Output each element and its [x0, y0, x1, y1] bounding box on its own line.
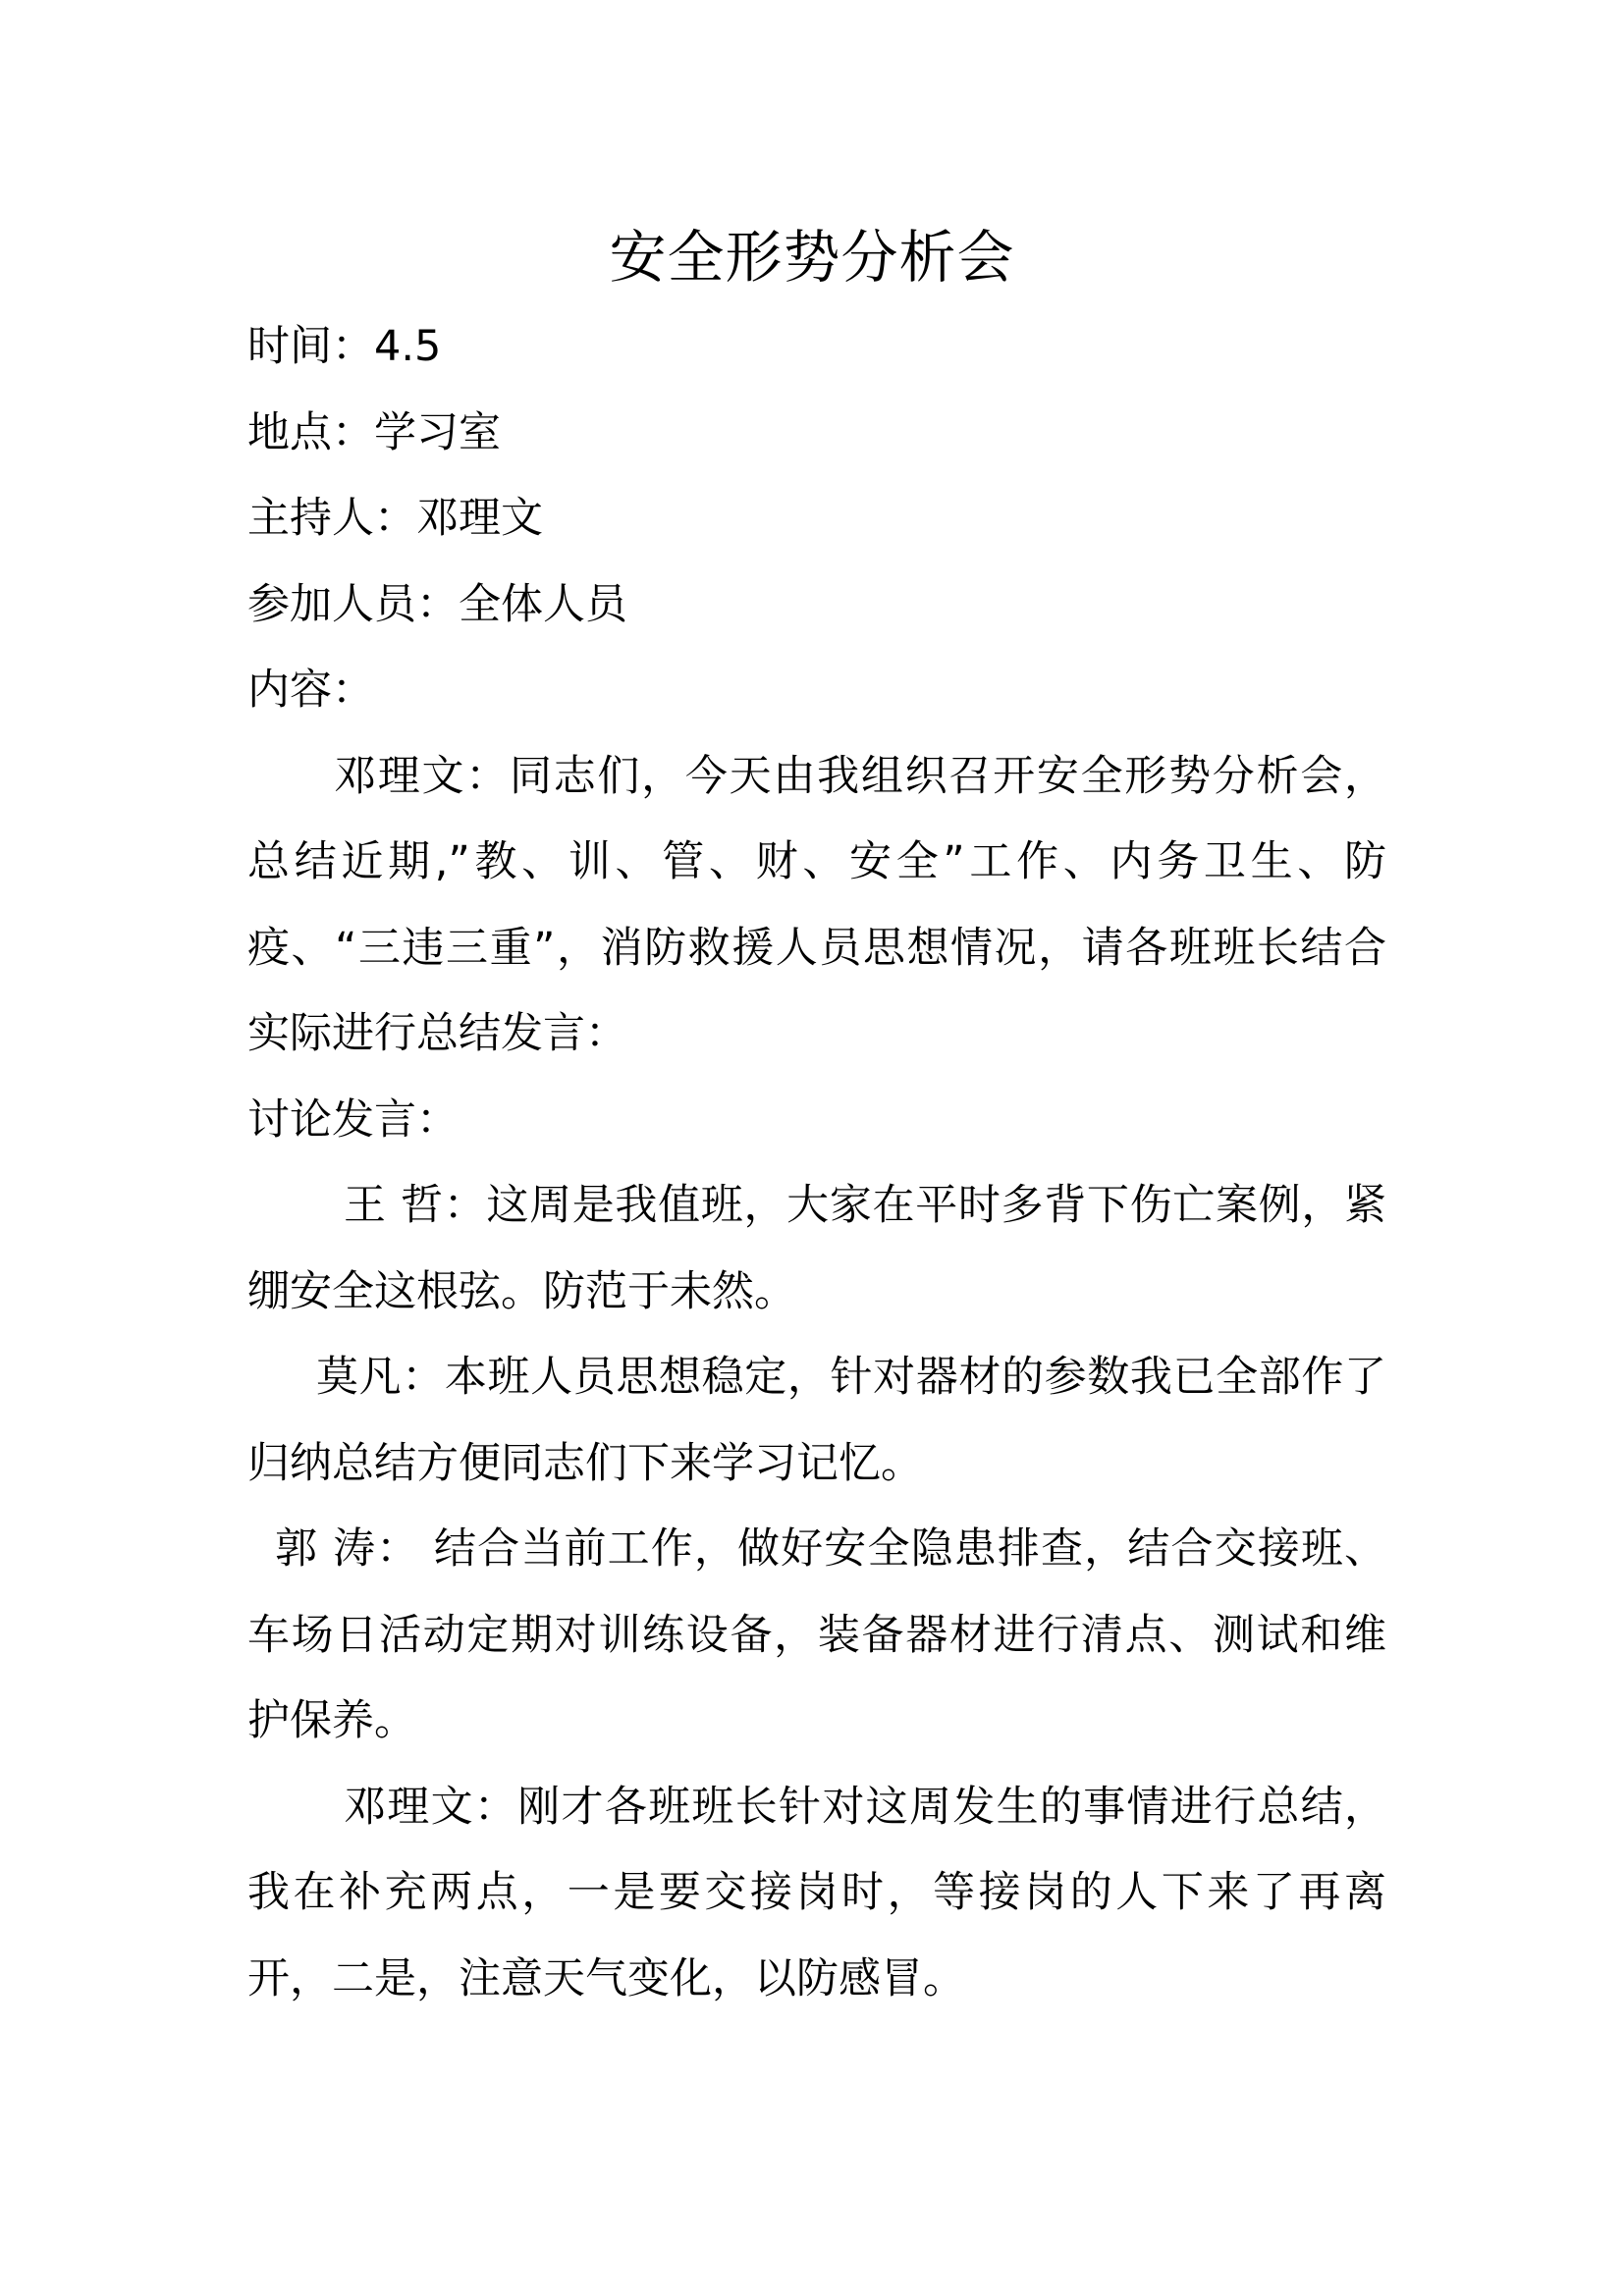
speech-deng-liwen-closing: 邓理文：刚才各班班长针对这周发生的事情进行总结，我在补充两点，一是要交接岗时，等接岗的人下来了再离开，二是，注意天气变化，以防感冒。	[247, 1782, 1386, 2003]
speech-wang-zhe: 王 哲：这周是我值班，大家在平时多背下伤亡案例，紧绷安全这根弦。防范于未然。	[247, 1181, 1386, 1316]
meeting-host: 主持人：邓理文	[247, 494, 543, 543]
discussion-label: 讨论发言：	[247, 1095, 459, 1145]
document-body	[247, 304, 1386, 2022]
meeting-location: 地点：学习室	[247, 407, 501, 457]
document-title: 安全形势分析会	[609, 224, 1015, 291]
speech-guo-tao: 郭 涛： 结合当前工作，做好安全隐患排查，结合交接班、车场日活动定期对训练设备，装备器材进行清点、测试和维护保养。	[247, 1524, 1386, 1745]
speech-mo-fan: 莫凡：本班人员思想稳定，针对器材的参数我已全部作了归纳总结方便同志们下来学习记忆。	[247, 1353, 1386, 1488]
meeting-time: 时间：4.5	[247, 322, 442, 371]
meeting-participants: 参加人员：全体人员	[247, 579, 627, 629]
opening-statement: 邓理文：同志们，今天由我组织召开安全形势分析会，总结近期,”教、训、管、财、安全”工作、内务卫生、防疫、“三违三重”，消防救援人员思想情况，请各班班长结合实际进行总结发言：	[247, 751, 1386, 1058]
content-label: 内容：	[247, 666, 374, 715]
